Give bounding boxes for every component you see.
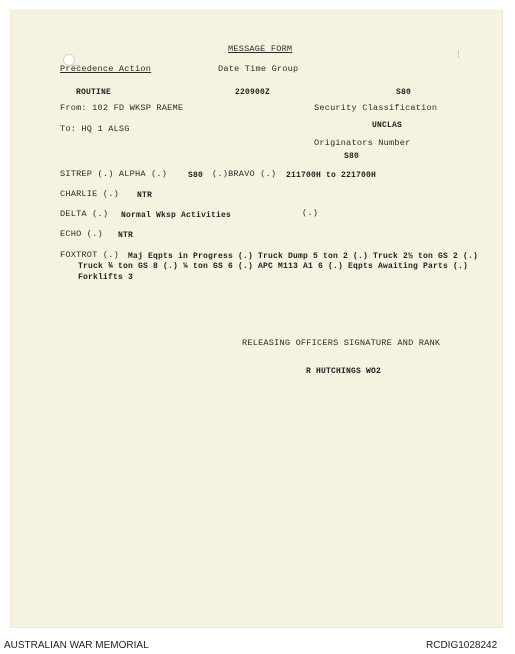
precedence-label: Precedence Action bbox=[60, 64, 152, 74]
signature-label: RELEASING OFFICERS SIGNATURE AND RANK bbox=[242, 338, 441, 348]
security-label: Security Classification bbox=[314, 103, 438, 113]
echo-value: NTR bbox=[118, 231, 134, 240]
paper-mark bbox=[458, 50, 459, 58]
signature-value: R HUTCHINGS WO2 bbox=[306, 367, 382, 376]
security-value: UNCLAS bbox=[372, 121, 403, 130]
foxtrot-line-1: Maj Eqpts in Progress (.) Truck Dump 5 ton 2 (.) Truck 2½ ton GS 2 (.) bbox=[128, 252, 479, 261]
to-line: To: HQ 1 ALSG bbox=[60, 124, 130, 134]
foxtrot-label: FOXTROT (.) bbox=[60, 250, 119, 260]
foxtrot-line-2: Truck ¾ ton GS 8 (.) ¼ ton GS 6 (.) APC M113 A1 6 (.) Eqpts Awaiting Parts (.) bbox=[78, 262, 469, 271]
originators-label: Originators Number bbox=[314, 138, 411, 148]
echo-label: ECHO (.) bbox=[60, 229, 103, 239]
footer-record-id: RCDIG1028242 bbox=[426, 640, 498, 651]
from-line: From: 102 FD WKSP RAEME bbox=[60, 103, 184, 113]
dtg-value: 220900Z bbox=[235, 88, 271, 97]
sitrep-line: SITREP (.) ALPHA (.) bbox=[60, 169, 168, 179]
form-title: MESSAGE FORM bbox=[228, 44, 293, 54]
originators-value: S80 bbox=[344, 152, 360, 161]
dtg-label: Date Time Group bbox=[218, 64, 299, 74]
charlie-label: CHARLIE (.) bbox=[60, 189, 119, 199]
delta-value: Normal Wksp Activities bbox=[121, 211, 232, 220]
footer-archive-name: AUSTRALIAN WAR MEMORIAL bbox=[4, 640, 149, 651]
precedence-value: ROUTINE bbox=[76, 88, 112, 97]
bravo-value: 211700H to 221700H bbox=[286, 171, 377, 180]
charlie-value: NTR bbox=[137, 191, 153, 200]
code-top: S80 bbox=[396, 88, 412, 97]
bravo-label: (.)BRAVO (.) bbox=[212, 169, 277, 179]
delta-stop: (.) bbox=[302, 208, 319, 218]
alpha-value: S80 bbox=[188, 171, 204, 180]
delta-label: DELTA (.) bbox=[60, 209, 109, 219]
foxtrot-line-3: Forklifts 3 bbox=[78, 273, 134, 282]
